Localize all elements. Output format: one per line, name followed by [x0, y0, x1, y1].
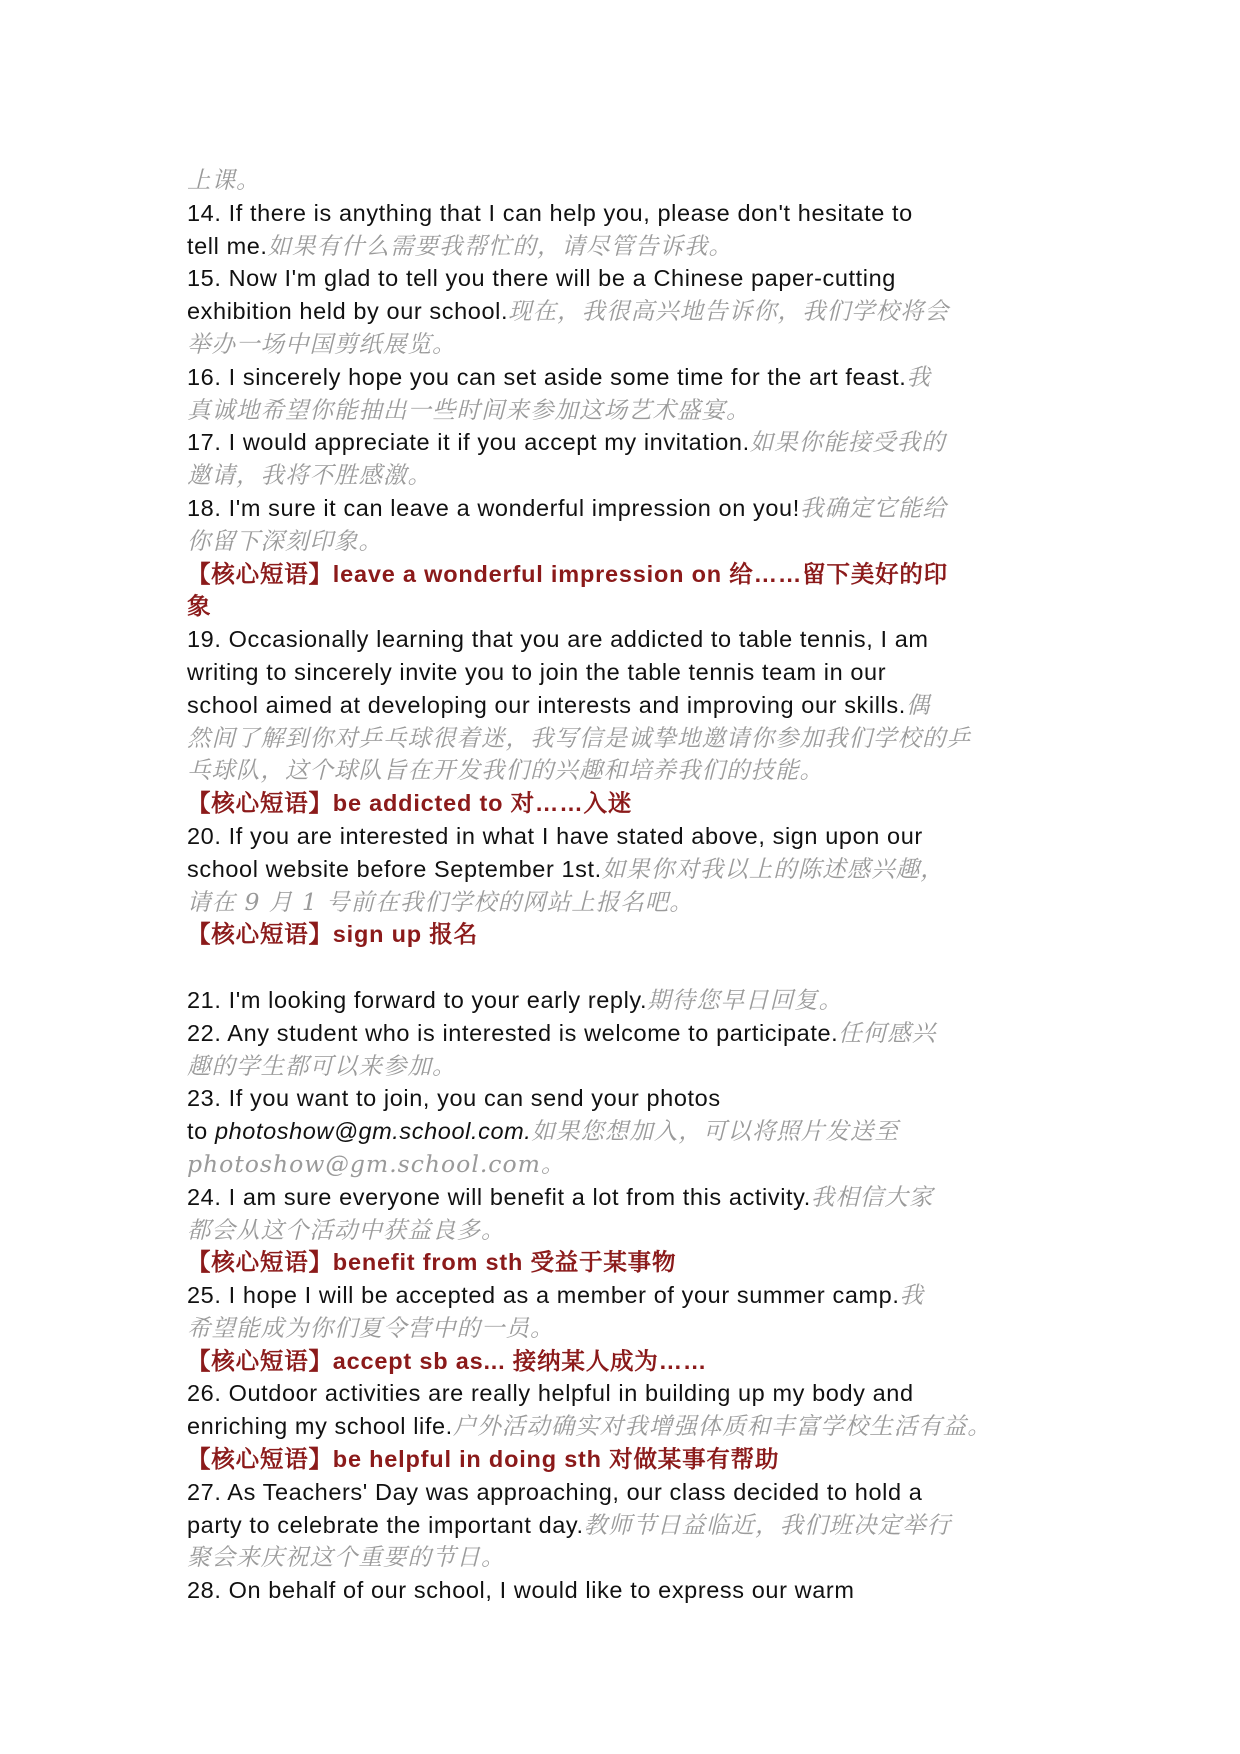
text-line [187, 197, 1087, 230]
text-line [187, 853, 1087, 886]
english-text: 18. I'm sure it can leave a wonderful impression on you! [187, 494, 800, 521]
chinese-translation: 我 [906, 362, 931, 391]
english-text: to [187, 1118, 215, 1145]
chinese-translation: 教师节日益临近，我们班决定举行 [583, 1510, 952, 1539]
text-line [187, 656, 1087, 689]
chinese-translation: 聚会来庆祝这个重要的节日。 [187, 1543, 506, 1572]
english-text: writing to sincerely invite you to join the table tennis team in our [187, 658, 887, 685]
text-line [187, 984, 1087, 1017]
chinese-translation: 趣的学生都可以来参加。 [187, 1051, 457, 1080]
key-phrase: 【核心短语】sign up 报名 [187, 921, 478, 948]
text-line [187, 754, 1087, 787]
english-text: 26. Outdoor activities are really helpful in building up my body and [187, 1380, 914, 1407]
english-text: 17. I would appreciate it if you accept my invitation. [187, 429, 750, 456]
text-line [187, 722, 1087, 755]
text-line [187, 262, 1087, 295]
key-phrase-line [187, 918, 1087, 951]
text-line [187, 623, 1087, 656]
text-line [187, 1181, 1087, 1214]
text-line [187, 1410, 1087, 1443]
chinese-translation: photoshow@gm.school.com。 [187, 1149, 566, 1178]
key-phrase-line [187, 1246, 1087, 1279]
chinese-translation: 都会从这个活动中获益良多。 [187, 1215, 506, 1244]
chinese-translation: 现在，我很高兴地告诉你，我们学校将会 [508, 297, 950, 326]
chinese-translation: 我相信大家 [810, 1182, 934, 1211]
english-text: party to celebrate the important day. [187, 1511, 584, 1538]
text-line [187, 361, 1087, 394]
key-phrase-line [187, 1345, 1087, 1378]
chinese-translation: 期待您早日回复。 [647, 985, 844, 1014]
english-text: 15. Now I'm glad to tell you there will be a Chinese paper-cutting [187, 265, 896, 292]
text-line [187, 1476, 1087, 1509]
chinese-translation: 真诚地希望你能抽出一些时间来参加这场艺术盛宴。 [187, 395, 751, 424]
text-line [187, 426, 1087, 459]
english-text: 24. I am sure everyone will benefit a lot from this activity. [187, 1183, 811, 1210]
key-phrase: 象 [187, 593, 212, 620]
key-phrase-line [187, 1443, 1087, 1476]
text-line [187, 1050, 1087, 1083]
text-line [187, 886, 1087, 919]
key-phrase-line [187, 590, 1087, 623]
english-text: 22. Any student who is interested is welcome to participate. [187, 1019, 839, 1046]
english-text: 14. If there is anything that I can help you, please don't hesitate to [187, 199, 913, 226]
english-text: 28. On behalf of our school, I would like to express our warm [187, 1577, 855, 1604]
chinese-translation: 邀请，我将不胜感激。 [187, 461, 432, 490]
chinese-translation: 你留下深刻印象。 [187, 526, 383, 555]
chinese-translation: 如果你能接受我的 [749, 428, 946, 457]
text-line [187, 1115, 1087, 1148]
chinese-translation: 如果您想加入，可以将照片发送至 [531, 1117, 899, 1146]
chinese-translation: 任何感兴 [838, 1018, 937, 1047]
text-line [187, 1279, 1087, 1312]
chinese-translation: 然间了解到你对乒乓球很着迷，我写信是诚挚地邀请你参加我们学校的乒 [187, 723, 971, 752]
text-line [187, 1148, 1087, 1181]
english-text: school aimed at developing our interests and improving our skills. [187, 691, 906, 718]
key-phrase: 【核心短语】accept sb as... 接纳某人成为…… [187, 1347, 708, 1374]
key-phrase-line [187, 558, 1087, 591]
text-line [187, 328, 1087, 361]
english-text: 27. As Teachers' Day was approaching, our class decided to hold a [187, 1478, 923, 1505]
chinese-translation: 举办一场中国剪纸展览。 [187, 329, 457, 358]
text-line [187, 1377, 1087, 1410]
chinese-translation: 上课。 [187, 166, 261, 194]
chinese-translation: 我确定它能给 [799, 493, 947, 522]
english-text: 19. Occasionally learning that you are addicted to table tennis, I am [187, 626, 929, 653]
text-line [187, 1082, 1087, 1115]
english-text: tell me. [187, 232, 268, 259]
chinese-translation: 希望能成为你们夏令营中的一员。 [187, 1313, 555, 1342]
chinese-translation: 如果你对我以上的陈述感兴趣， [601, 854, 945, 883]
chinese-translation: 如果有什么需要我帮忙的，请尽管告诉我。 [267, 231, 734, 260]
text-line [187, 230, 1087, 263]
text-line [187, 164, 1087, 197]
chinese-translation: 我 [899, 1281, 924, 1310]
text-line [187, 1214, 1087, 1247]
chinese-translation: 偶 [905, 690, 931, 719]
chinese-translation: 户外活动确实对我增强体质和丰富学校生活有益。 [452, 1412, 992, 1441]
english-text: 21. I'm looking forward to your early reply. [187, 986, 648, 1013]
text-line [187, 820, 1087, 853]
text-line [187, 525, 1087, 558]
text-line [187, 1312, 1087, 1345]
english-text: exhibition held by our school. [187, 298, 509, 325]
text-line [187, 394, 1087, 427]
blank-line [187, 951, 1087, 984]
key-phrase: 【核心短语】be helpful in doing sth 对做某事有帮助 [187, 1446, 780, 1473]
text-line [187, 1574, 1087, 1607]
english-text: 25. I hope I will be accepted as a member of your summer camp. [187, 1282, 900, 1309]
key-phrase-line [187, 787, 1087, 820]
key-phrase: 【核心短语】benefit from sth 受益于某事物 [187, 1249, 677, 1276]
text-line [187, 295, 1087, 328]
english-text: school website before September 1st. [187, 855, 602, 882]
email-address: photoshow@gm.school.com. [214, 1118, 532, 1145]
text-line [187, 1541, 1087, 1574]
english-text: 23. If you want to join, you can send your photos [187, 1085, 721, 1112]
text-line [187, 459, 1087, 492]
text-line [187, 1509, 1087, 1542]
text-line [187, 689, 1087, 722]
chinese-translation: 请在 9 月 1 号前在我们学校的网站上报名吧。 [187, 887, 694, 916]
english-text: 16. I sincerely hope you can set aside some time for the art feast. [187, 363, 907, 390]
english-text: enriching my school life. [187, 1413, 453, 1440]
document-page [187, 164, 1087, 1607]
key-phrase: 【核心短语】be addicted to 对……入迷 [187, 790, 633, 817]
key-phrase: 【核心短语】leave a wonderful impression on 给……留下美好的印 [187, 560, 948, 587]
english-text: 20. If you are interested in what I have stated above, sign upon our [187, 822, 923, 849]
chinese-translation: 乓球队，这个球队旨在开发我们的兴趣和培养我们的技能。 [187, 756, 824, 785]
text-line [187, 1017, 1087, 1050]
text-line [187, 492, 1087, 525]
